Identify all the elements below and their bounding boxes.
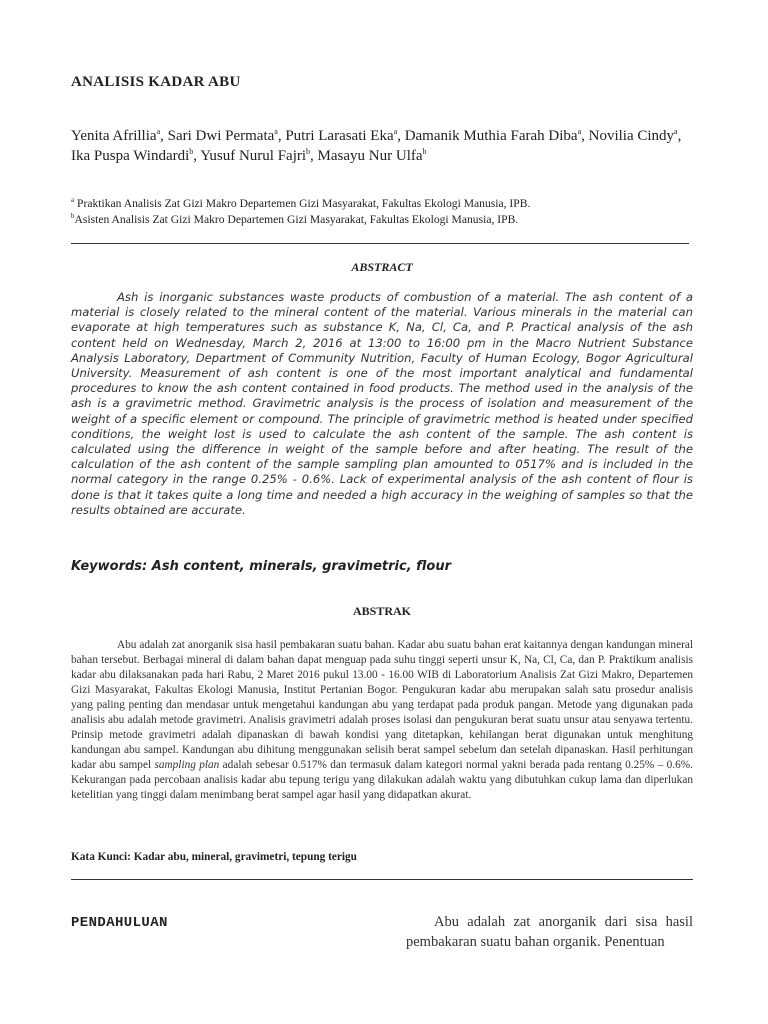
abstrak-text-part2: adalah sebesar 0.517% dan termasuk dalam kategori normal yakni berada pada rentang 0.25% – 0.6%. Kekurangan pada percobaan analisis kadar abu tepung terigu yang dilakukan adalah waktu yang dibutuhkan cukup lama dan diperlukan ketelitian yang tinggi dalam menimbang berat sampel agar hasil yang didapatkan akurat.: [71, 759, 693, 801]
divider: [71, 243, 689, 244]
author-separator: ,: [677, 128, 682, 144]
author-name: Damanik Muthia Farah Diba: [404, 128, 578, 144]
author-list: [71, 126, 693, 166]
intro-paragraph: [406, 912, 693, 952]
abstract-paragraph: [71, 290, 693, 518]
affiliation-text: Asisten Analisis Zat Gizi Makro Departemen Gizi Masyarakat, Fakultas Ekologi Manusia, IPB.: [74, 213, 519, 226]
affiliation-text: Praktikan Analisis Zat Gizi Makro Departemen Gizi Masyarakat, Fakultas Ekologi Manusia, IPB.: [74, 197, 531, 210]
abstrak-heading: ABSTRAK: [352, 604, 411, 618]
author-separator: ,: [193, 148, 201, 164]
author-separator: ,: [160, 128, 168, 144]
affiliation-marker: b: [71, 212, 75, 221]
author-separator: ,: [397, 128, 405, 144]
author-affiliation-marker: a: [577, 127, 582, 136]
document-page: [71, 0, 693, 1024]
divider: [71, 879, 693, 880]
author-name: Yusuf Nurul Fajri: [200, 148, 307, 164]
author-separator: ,: [310, 148, 318, 164]
paper-title: ANALISIS KADAR ABU: [71, 74, 241, 90]
affiliation-list: [71, 196, 693, 228]
author-name: Ika Puspa Windardi: [71, 148, 190, 164]
affiliation-marker: a: [71, 196, 75, 205]
affiliation-a: [71, 196, 693, 212]
author-line-2: [71, 146, 693, 166]
kata-kunci: Kata Kunci: Kadar abu, mineral, gravimetri, tepung terigu: [71, 851, 357, 863]
author-name: Novilia Cindy: [588, 128, 675, 144]
author-name: Masayu Nur Ulfa: [317, 148, 423, 164]
abstract-heading: ABSTRACT: [351, 260, 413, 274]
author-affiliation-marker: a: [156, 127, 161, 136]
author-separator: ,: [277, 128, 286, 144]
author-affiliation-marker: b: [189, 147, 194, 156]
keywords: Keywords: Ash content, minerals, gravimetric, flour: [71, 559, 451, 574]
author-affiliation-marker: a: [274, 127, 278, 136]
author-line-1: [71, 126, 693, 146]
abstrak-paragraph: [71, 638, 693, 803]
author-affiliation-marker: a: [674, 127, 678, 136]
author-affiliation-marker: b: [422, 147, 427, 156]
abstract-text: Ash is inorganic substances waste products of combustion of a material. The ash content of a material is closely related to the mineral content of the material. Various minerals in the material can evaporate at high temperatures such as substance K, Na, Cl, Ca, and P. Practical analysis of the ash content held on Wednesday, March 2, 2016 at 13:00 to 16:00 pm in the Macro Nutrient Substance Analysis Laboratory, Department of Community Nutrition, Faculty of Human Ecology, Bogor Agricultural University. Measurement of ash content is one of the most important analytical and fundamental procedures to know the ash content contained in food products. The method used in the analysis of the ash is a gravimetric method. Gravimetric analysis is the process of isolation and measurement of the weight of a specific element or compound. The principle of gravimetric method is heated under specified conditions, the weight lost is used to calculate the ash content of the sample. The ash content is calculated using the difference in weight of the sample before and after heating. The result of the calculation of the ash content of the sample sampling plan amounted to 0517% and is included in the normal category in the range 0.25% - 0.6%. Lack of experimental analysis of the ash content of flour is done is that it takes quite a long time and needed a high accuracy in the weighing of samples so that the results obtained are accurate.: [71, 290, 693, 517]
author-name: Yenita Afrillia: [71, 128, 157, 144]
abstrak-text-part1: Abu adalah zat anorganik sisa hasil pembakaran suatu bahan. Kadar abu suatu bahan erat kaitannya dengan kandungan mineral bahan tersebut. Berbagai mineral di dalam bahan dapat menguap pada suhu tinggi seperti unsur K, Na, Cl, Ca, dan P. Praktikum analisis kadar abu dilaksanakan pada hari Rabu, 2 Maret 2016 pukul 13.00 - 16.00 WIB di Laboratorium Analisis Zat Gizi Makro, Departemen Gizi Masyarakat, Fakultas Ekologi Manusia, Institut Pertanian Bogor. Pengukuran kadar abu merupakan salah satu prosedur analisis yang paling penting dan mendasar untuk mengetahui kandungan abu yang terdapat pada produk pangan. Metode yang digunakan pada analisis abu adalah metode gravimetri. Analisis gravimetri adalah proses isolasi dan pengukuran berat suatu unsur atau senyawa tertentu. Prinsip metode gravimetri adalah dipanaskan di bawah kondisi yang ditetapkan, kehilangan berat digunakan untuk menghitung kandungan abu sampel. Kandungan abu dihitung menggunakan selisih berat sampel sebelum dan setelah dipanaskan. Hasil perhitungan kadar abu sampel: [71, 639, 693, 771]
section-title: PENDAHULUAN: [71, 915, 168, 931]
author-affiliation-marker: b: [306, 147, 311, 156]
author-separator: ,: [581, 128, 589, 144]
author-name: Putri Larasati Eka: [285, 128, 394, 144]
affiliation-b: [71, 212, 693, 228]
abstrak-text-italic: sampling plan: [154, 759, 220, 771]
author-affiliation-marker: a: [393, 127, 398, 136]
author-name: Sari Dwi Permata: [167, 128, 275, 144]
intro-text: Abu adalah zat anorganik dari sisa hasil pembakaran suatu bahan organik. Penentuan: [406, 914, 693, 950]
